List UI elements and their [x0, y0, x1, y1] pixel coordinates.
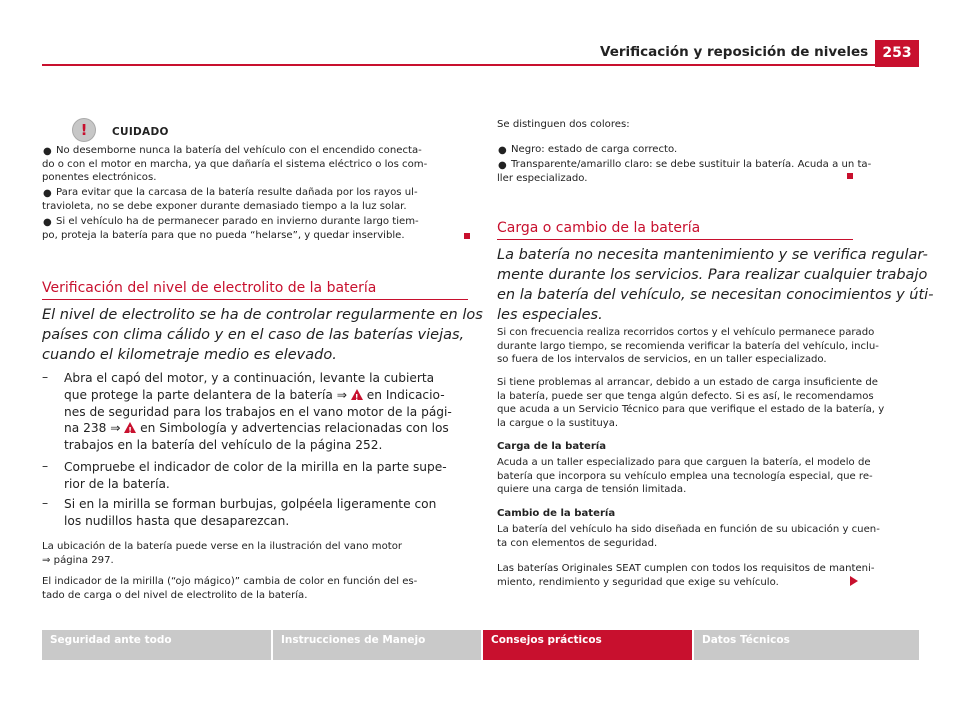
continue-arrow-icon — [850, 576, 858, 586]
page-number: 253 — [875, 40, 919, 67]
body-paragraph: Si tiene problemas al arrancar, debido a un estado de carga insuficiente de la batería, puede ser que tenga algún defecto. Si es así, le recomendamos que acuda a un Servicio Técnico para que verifique el estado de la batería, y la cargue o la sustituya. — [497, 377, 885, 429]
subheading: Carga de la batería — [497, 441, 607, 452]
caution-title: CUIDADO — [112, 126, 169, 138]
section-intro: El nivel de electrolito se ha de controlar regularmente en los países con clima cálido y en el caso de las baterías viejas, cuando el kilometraje medio es elevado. — [42, 307, 483, 363]
section-title: Verificación del nivel de electrolito de la batería — [42, 280, 377, 296]
body-paragraph: La batería del vehículo ha sido diseñada en función de su ubicación y cuen- ta con elementos de seguridad. — [497, 524, 880, 549]
warning-triangle-icon — [351, 389, 363, 400]
body-paragraph: Las baterías Originales SEAT cumplen con todos los requisitos de manteni- miento, rendimiento y seguridad que exige su vehículo. — [497, 563, 875, 588]
footer-tab-instrucciones[interactable]: Instrucciones de Manejo — [273, 630, 481, 660]
note-paragraph: La ubicación de la batería puede verse en la ilustración del vano motor ⇒ página 297. — [42, 541, 403, 566]
warning-triangle-icon — [124, 422, 136, 433]
subheading: Cambio de la batería — [497, 508, 616, 519]
section-rule — [497, 239, 853, 240]
note-paragraph: El indicador de la mirilla (“ojo mágico)” cambia de color en función del es- tado de carga o del nivel de electrolito de la batería. — [42, 576, 418, 601]
page-header-title: Verificación y reposición de niveles — [600, 44, 869, 60]
body-paragraph: Acuda a un taller especializado para que carguen la batería, el modelo de batería que incorpora su vehículo emplea una tecnología especial, que re- quiere una carga de tensión limitada. — [497, 457, 873, 496]
footer-tab-datos[interactable]: Datos Técnicos — [694, 630, 919, 660]
end-of-section-marker — [847, 173, 853, 179]
section-intro: La batería no necesita mantenimiento y se verifica regular- mente durante los servicios. Para realizar cualquier trabajo en la batería del vehículo, se necesitan conocimientos y úti- les especiales. — [497, 247, 934, 323]
colors-intro: Se distinguen dos colores: — [497, 119, 630, 130]
exclamation-circle-icon: ! — [72, 118, 96, 142]
section-rule — [42, 299, 468, 300]
body-paragraph: Si con frecuencia realiza recorridos cortos y el vehículo permanece parado durante largo tiempo, se recomienda verificar la batería del vehículo, inclu- so fuera de los intervalos de servicios, en un taller especializado. — [497, 327, 879, 366]
end-of-section-marker — [464, 233, 470, 239]
header-rule — [42, 64, 875, 66]
footer-tab-seguridad[interactable]: Seguridad ante todo — [42, 630, 271, 660]
section-title: Carga o cambio de la batería — [497, 220, 701, 236]
footer-tab-consejos[interactable]: Consejos prácticos — [483, 630, 692, 660]
